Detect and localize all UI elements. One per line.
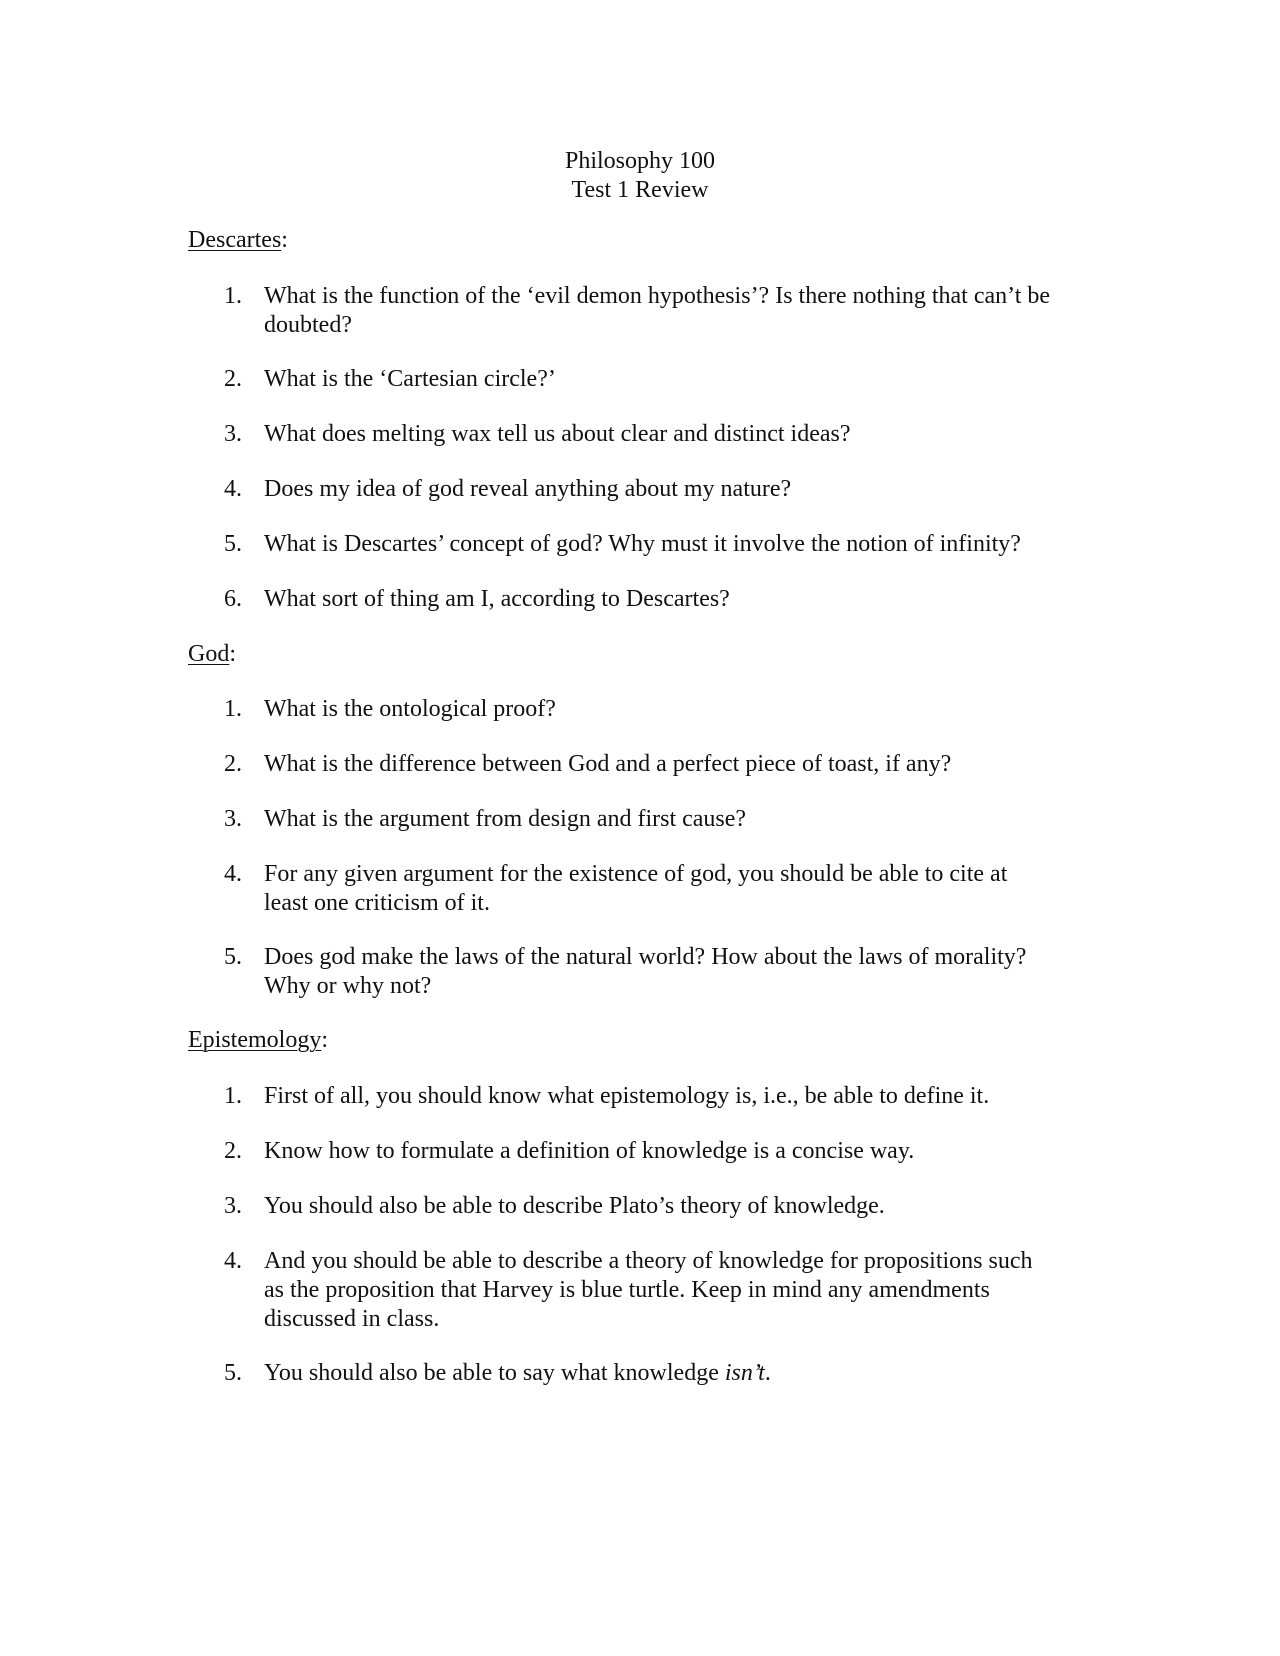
- list-item: [224, 750, 1084, 779]
- item-text: [264, 943, 1084, 1001]
- item-text: [264, 475, 1084, 504]
- item-number: 2.: [224, 366, 242, 392]
- item-text: [264, 695, 1084, 724]
- item-line: as the proposition that Harvey is blue turtle. Keep in mind any amendments: [264, 1277, 990, 1303]
- item-line: What does melting wax tell us about clear and distinct ideas?: [264, 421, 851, 447]
- section-heading-epistemology: Epistemology:: [188, 1027, 328, 1053]
- item-text: [264, 1359, 1084, 1388]
- item-number: 6.: [224, 586, 242, 612]
- list-item: [224, 805, 1084, 834]
- item-number: 2.: [224, 1138, 242, 1164]
- item-line: What is the function of the ‘evil demon hypothesis’? Is there nothing that can’t be: [264, 283, 1051, 309]
- item-number: 3.: [224, 806, 242, 832]
- item-line: What is the difference between God and a perfect piece of toast, if any?: [264, 751, 952, 777]
- item-line: For any given argument for the existence of god, you should be able to cite at: [264, 861, 1008, 887]
- section-heading-text: God: [188, 641, 230, 667]
- item-number: 2.: [224, 751, 242, 777]
- list-item: [224, 943, 1084, 1001]
- item-number: 1.: [224, 1083, 242, 1109]
- item-text: [264, 365, 1084, 394]
- item-line: [264, 1359, 1084, 1388]
- item-line: What is the argument from design and first cause?: [264, 806, 747, 832]
- section-heading-descartes: Descartes:: [188, 227, 288, 253]
- item-line: Does god make the laws of the natural world? How about the laws of morality?: [264, 944, 1027, 970]
- list-item: [224, 695, 1084, 724]
- item-number: 4.: [224, 476, 242, 502]
- section-heading-text: Descartes: [188, 227, 282, 253]
- list-item: [224, 1082, 1084, 1111]
- item-line: You should also be able to describe Plato’s theory of knowledge.: [264, 1193, 885, 1219]
- list-item: [224, 475, 1084, 504]
- item-line: What sort of thing am I, according to Descartes?: [264, 586, 730, 612]
- item-text: [264, 1137, 1084, 1166]
- item-number: 1.: [224, 696, 242, 722]
- document-subtitle: Test 1 Review: [571, 177, 709, 203]
- item-line: Know how to formulate a definition of knowledge is a concise way.: [264, 1138, 915, 1164]
- item-line: Why or why not?: [264, 973, 432, 999]
- item-number: 5.: [224, 944, 242, 970]
- item-number: 1.: [224, 283, 242, 309]
- list-item: [224, 282, 1084, 340]
- list-item: [224, 365, 1084, 394]
- item-number: 4.: [224, 1248, 242, 1274]
- item-line: What is Descartes’ concept of god? Why must it involve the notion of infinity?: [264, 531, 1021, 557]
- item-line: And you should be able to describe a theory of knowledge for propositions such: [264, 1248, 1033, 1274]
- list-item: [224, 585, 1084, 614]
- item-line-tail: .: [764, 1360, 771, 1386]
- item-line: Does my idea of god reveal anything about my nature?: [264, 476, 792, 502]
- item-number: 3.: [224, 421, 242, 447]
- item-text: [264, 860, 1084, 918]
- list-item: [224, 1247, 1084, 1334]
- item-text: [264, 585, 1084, 614]
- list-item: [224, 1137, 1084, 1166]
- item-text: [264, 420, 1084, 449]
- item-line: doubted?: [264, 312, 352, 338]
- item-line: What is the ‘Cartesian circle?’: [264, 366, 556, 392]
- item-line: What is the ontological proof?: [264, 696, 556, 722]
- item-text: [264, 530, 1084, 559]
- list-item: [224, 860, 1084, 918]
- title-block: [0, 147, 1280, 205]
- item-line: least one criticism of it.: [264, 890, 490, 916]
- item-line: First of all, you should know what epistemology is, i.e., be able to define it.: [264, 1083, 990, 1109]
- section-heading-text: Epistemology: [188, 1027, 322, 1053]
- item-text: [264, 1192, 1084, 1221]
- list-item: [224, 420, 1084, 449]
- item-number: 3.: [224, 1193, 242, 1219]
- course-title: Philosophy 100: [564, 148, 716, 174]
- item-text: [264, 1082, 1084, 1111]
- item-line: discussed in class.: [264, 1306, 440, 1332]
- item-text: [264, 805, 1084, 834]
- list-item: [224, 1192, 1084, 1221]
- emphasis-text: isn’t: [724, 1360, 765, 1386]
- list-item: [224, 1359, 1084, 1388]
- item-number: 5.: [224, 1360, 242, 1386]
- item-text: [264, 750, 1084, 779]
- item-text: [264, 282, 1084, 340]
- item-line-text: You should also be able to say what knowledge: [264, 1360, 725, 1386]
- section-heading-god: God:: [188, 641, 237, 667]
- item-number: 4.: [224, 861, 242, 887]
- list-item: [224, 530, 1084, 559]
- item-text: [264, 1247, 1084, 1334]
- item-number: 5.: [224, 531, 242, 557]
